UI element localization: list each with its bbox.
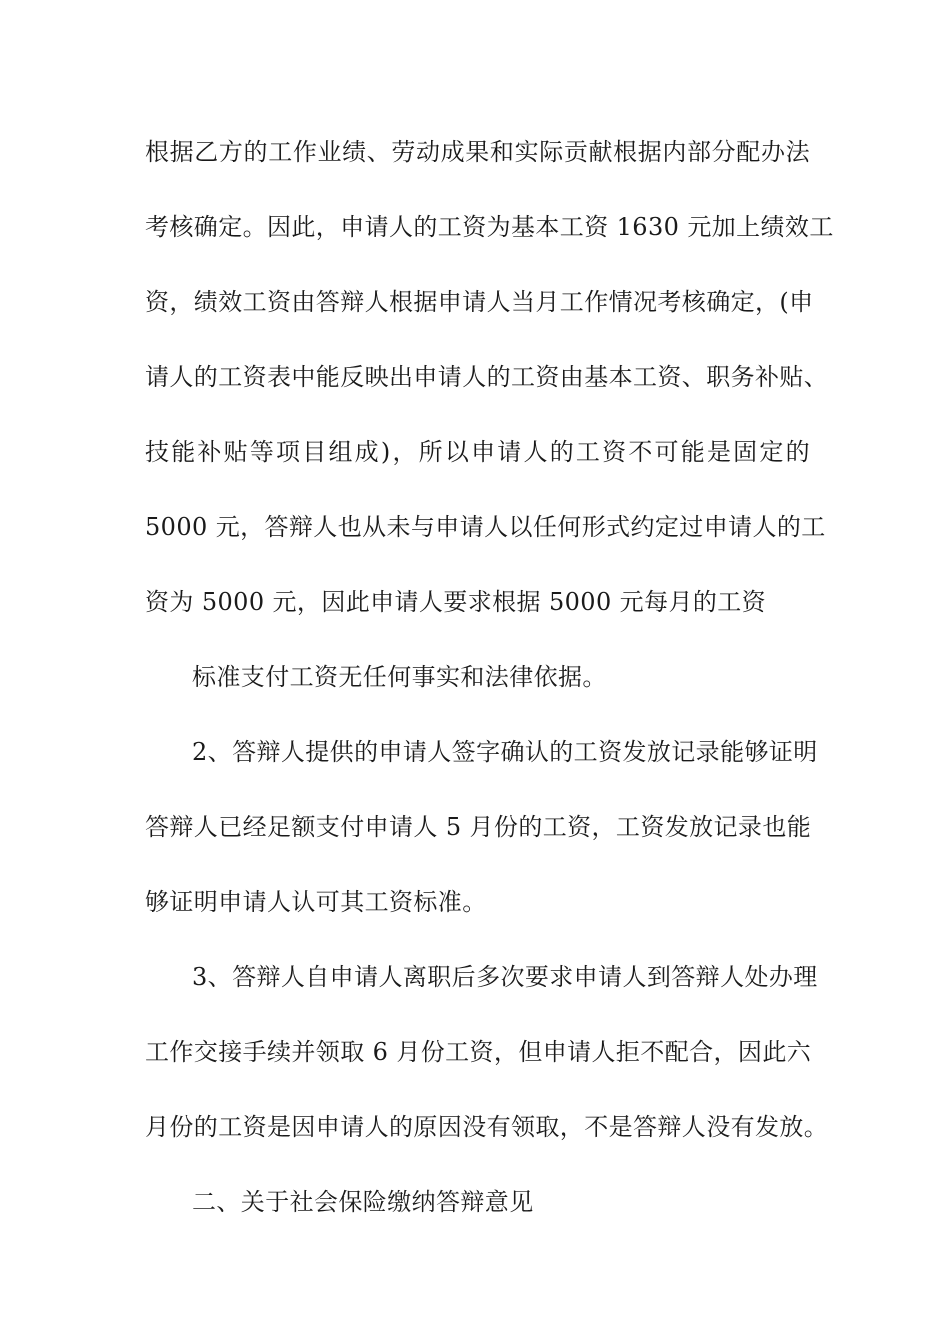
paragraph-line: 标准支付工资无任何事实和法律依据。 [192,663,607,691]
document-body [145,128,834,1253]
text-line: 月份的工资是因申请人的原因没有领取，不是答辩人没有发放。 [145,1113,829,1141]
text-line: 考核确定。因此，申请人的工资为基本工资 1630 元加上绩效工 [145,213,834,241]
text-line: 技能补贴等项目组成)，所以申请人的工资不可能是固定的 [145,438,810,466]
text-line: 资，绩效工资由答辩人根据申请人当月工作情况考核确定，(申 [145,288,814,316]
text-line: 够证明申请人认可其工资标准。 [145,888,487,916]
section-heading: 二、关于社会保险缴纳答辩意见 [192,1188,534,1216]
text-line: 工作交接手续并领取 6 月份工资，但申请人拒不配合，因此六 [145,1038,812,1066]
text-line: 答辩人已经足额支付申请人 5 月份的工资，工资发放记录也能 [145,813,812,841]
text-line: 5000 元，答辩人也从未与申请人以任何形式约定过申请人的工 [145,513,826,541]
text-line: 根据乙方的工作业绩、劳动成果和实际贡献根据内部分配办法 [145,138,810,166]
paragraph-start-line: 3、答辩人自申请人离职后多次要求申请人到答辩人处办理 [192,963,818,991]
text-line: 请人的工资表中能反映出申请人的工资由基本工资、职务补贴、 [145,363,829,391]
paragraph-start-line: 2、答辩人提供的申请人签字确认的工资发放记录能够证明 [192,738,818,766]
text-line: 资为 5000 元，因此申请人要求根据 5000 元每月的工资 [145,588,767,616]
